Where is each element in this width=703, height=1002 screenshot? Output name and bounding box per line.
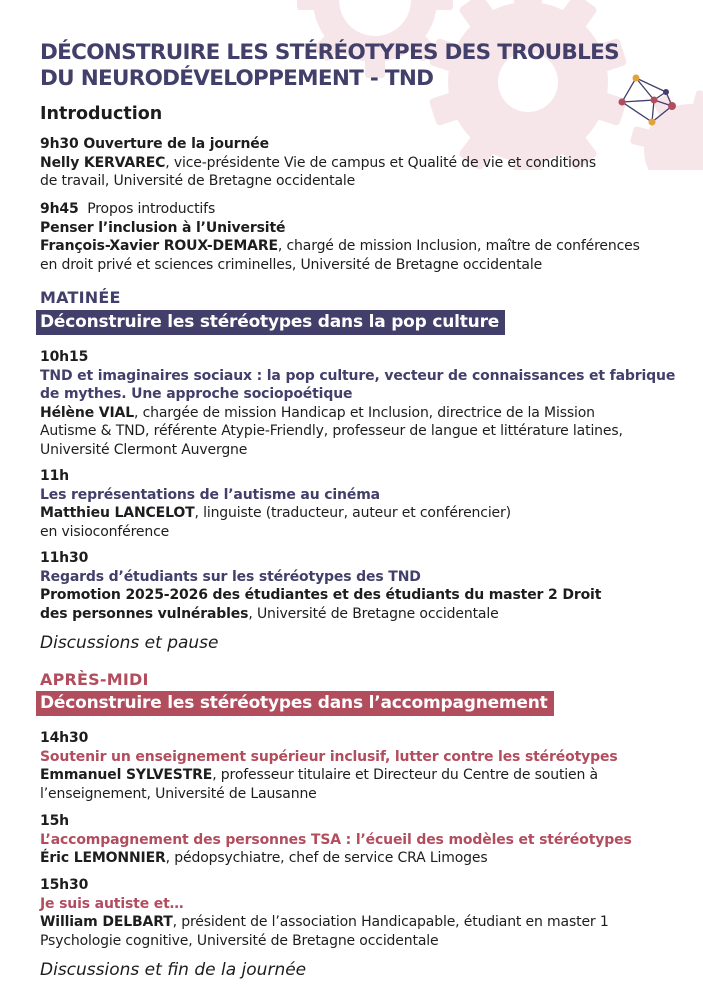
session-label: Propos introductifs xyxy=(87,201,216,217)
speaker-name: des personnes vulnérables xyxy=(40,605,249,622)
speaker-role: , président de l’association Handicapable, étudiant en master 1 xyxy=(172,914,609,930)
speaker-name: Hélène VIAL xyxy=(40,404,134,421)
session-time: 15h30 xyxy=(40,877,89,893)
talk-title: Les représentations de l’autisme au cinéma xyxy=(40,486,380,503)
talk-11h xyxy=(40,467,511,541)
morning-banner: Déconstruire les stéréotypes dans la pop culture xyxy=(36,310,505,335)
talk-1430 xyxy=(40,729,618,803)
speaker-role: en droit privé et sciences criminelles, Université de Bretagne occidentale xyxy=(40,256,543,273)
speaker-name: Éric LEMONNIER xyxy=(40,850,166,866)
speaker-name: Matthieu LANCELOT xyxy=(40,505,195,521)
opening-session xyxy=(40,135,596,191)
session-time: 15h xyxy=(40,813,69,829)
intro-heading: Introduction xyxy=(40,104,163,124)
speaker-role: , vice-présidente Vie de campus et Qualité de vie et conditions xyxy=(165,154,597,171)
speaker-name: William DELBART xyxy=(40,914,173,930)
speaker-role: l’enseignement, Université de Lausanne xyxy=(40,785,317,802)
title-line: DU NEURODÉVELOPPEMENT - TND xyxy=(40,66,434,91)
speaker-role: , chargé de mission Inclusion, maître de conférences xyxy=(277,238,640,254)
talk-15h xyxy=(40,812,632,868)
talk-1130 xyxy=(40,549,601,623)
title-line: DÉCONSTRUIRE LES STÉRÉOTYPES DES TROUBLES xyxy=(40,40,619,65)
talk-title: TND et imaginaires sociaux : la pop culture, vecteur de connaissances et fabrique xyxy=(40,367,676,384)
session-time: 9h45 xyxy=(40,201,79,217)
speaker-role: Autisme & TND, référente Atypie-Friendly, professeur de langue et littérature latines, xyxy=(40,423,623,439)
session-time: 11h30 xyxy=(40,550,89,566)
session-time: 11h xyxy=(40,468,69,484)
speaker-role: , professeur titulaire et Directeur du Centre de soutien à xyxy=(212,767,598,783)
speaker-role: , linguiste (traducteur, auteur et conférencier) xyxy=(194,505,511,521)
talk-1015 xyxy=(40,348,675,459)
talk-title: Je suis autiste et… xyxy=(40,895,184,912)
speaker-role: , Université de Bretagne occidentale xyxy=(248,605,499,622)
speaker-name: Nelly KERVAREC xyxy=(40,154,166,171)
afternoon-banner: Déconstruire les stéréotypes dans l’accompagnement xyxy=(36,691,554,716)
speaker-name: François-Xavier ROUX-DEMARE xyxy=(40,238,278,254)
network-icon xyxy=(614,72,680,130)
morning-label: MATINÉE xyxy=(40,288,121,307)
talk-1530 xyxy=(40,876,609,950)
speaker-name: Promotion 2025-2026 des étudiantes et des étudiants du master 2 Droit xyxy=(40,587,602,603)
afternoon-label: APRÈS-MIDI xyxy=(40,670,149,689)
closing-note: Discussions et fin de la journée xyxy=(40,960,307,980)
session-title: Penser l’inclusion à l’Université xyxy=(40,219,286,236)
speaker-role: , pédopsychiatre, chef de service CRA Limoges xyxy=(165,850,488,866)
speaker-name: Emmanuel SYLVESTRE xyxy=(40,767,213,783)
break-note: Discussions et pause xyxy=(40,633,219,653)
talk-title: Regards d’étudiants sur les stéréotypes des TND xyxy=(40,568,421,585)
session-time-title: 9h30 Ouverture de la journée xyxy=(40,136,269,152)
talk-title: Soutenir un enseignement supérieur inclusif, lutter contre les stéréotypes xyxy=(40,748,618,765)
session-time: 10h15 xyxy=(40,349,89,365)
introductory-remarks xyxy=(40,200,640,274)
speaker-role: Université Clermont Auvergne xyxy=(40,441,248,458)
speaker-role: en visioconférence xyxy=(40,523,170,540)
speaker-role: de travail, Université de Bretagne occidentale xyxy=(40,173,356,189)
session-time: 14h30 xyxy=(40,730,89,746)
talk-title: L’accompagnement des personnes TSA : l’écueil des modèles et stéréotypes xyxy=(40,831,632,848)
talk-title: de mythes. Une approche sociopoétique xyxy=(40,386,353,402)
speaker-role: Psychologie cognitive, Université de Bretagne occidentale xyxy=(40,932,439,949)
speaker-role: , chargée de mission Handicap et Inclusion, directrice de la Mission xyxy=(134,404,595,421)
page-title xyxy=(40,40,619,92)
